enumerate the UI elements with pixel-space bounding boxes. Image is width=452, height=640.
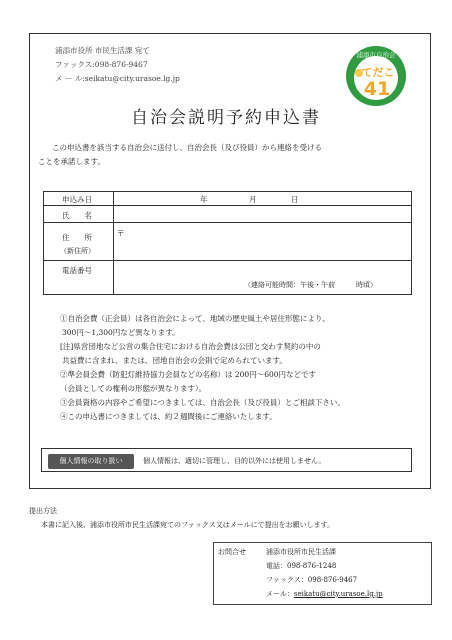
header-recipient: 浦添市役所 市民生活課 宛て [55,46,150,55]
contact-box [213,542,432,605]
contact-tel: 電話：098-876-1248 [266,562,337,570]
application-form-table [43,191,412,295]
note-line: ④この申込書につきましては、約２週間後にご連絡いたします。 [60,412,277,421]
privacy-policy-badge: 個人情報の取り扱い [48,454,134,469]
logo-main-text: てだこ [361,66,395,79]
note-line: ①自治会費（正会員）は各自治会によって、地域の歴史風土や居住形態により、 [60,314,330,323]
logo-arc-text: 浦添市自治会 [356,51,396,59]
note-line: 300円～1,300円など異なります。 [62,328,180,337]
contact-label: お問合せ [218,548,246,556]
month-field[interactable]: 月 [249,195,257,204]
contact-time-note: （連絡可能時間：午後・午前 時頃） [244,281,377,289]
note-line: 共益費に含まれ、または、団地自治会の会則で定められています。 [62,356,287,365]
name-label: 氏 名 [62,211,92,220]
date-label: 申込み日 [62,195,92,204]
consent-text [38,141,397,169]
submission-text: 本書に記入後、浦添市役所市民生活課宛てのファックス又はメールにて提出をお願いします。 [41,521,335,529]
contact-mail-label: メール： [266,590,294,598]
note-line: ③会員資格の内容やご希望につきましては、自治会長（及び役員）とご相談下さい。 [60,398,345,407]
privacy-box [41,448,412,472]
page-title: 自治会説明予約申込書 [131,108,321,128]
note-line: ②準会員会費（防犯灯維持協力会員などの名称）は 200円～600円などです [60,370,317,379]
postal-mark[interactable]: 〒 [117,229,125,238]
phone-field[interactable] [115,262,409,276]
note-line: （会員としての権利の形態が異なります）。 [60,384,207,393]
privacy-text: 個人情報は、適切に管理し、目的以外には使用しません。 [143,457,326,465]
header-mail: メ ー ル:seikatu@city.urasoe.lg.jp [55,74,180,83]
consent-line-2: ことを承諾します。 [38,157,105,166]
address-sublabel: （新住所） [60,247,95,255]
contact-mail-link[interactable]: seikatu@city.urasoe.lg.jp [293,590,383,598]
phone-label: 電話番号 [62,266,92,275]
year-field[interactable]: 年 [200,195,208,204]
header-fax: ファックス:098-876-9467 [55,60,148,69]
notes-list [60,312,420,424]
logo-number: 41 [363,78,391,100]
contact-dept: 浦添市役所市民生活課 [266,548,336,556]
contact-fax: ファックス：098-876-9467 [266,576,358,584]
contact-mail-row [266,589,383,599]
note-line: [注]県営団地など公営の集合住宅における自治会費は公団と交わす契約の中の [60,342,321,351]
tedako-41-logo [345,45,407,107]
consent-line-1: この申込書を該当する自治会に送付し、自治会長（及び役員）から連絡を受ける [52,143,322,152]
name-field[interactable] [115,207,409,221]
day-field[interactable]: 日 [291,195,299,204]
address-label: 住 所 [62,233,92,242]
submission-heading: 提出方法 [29,507,57,515]
